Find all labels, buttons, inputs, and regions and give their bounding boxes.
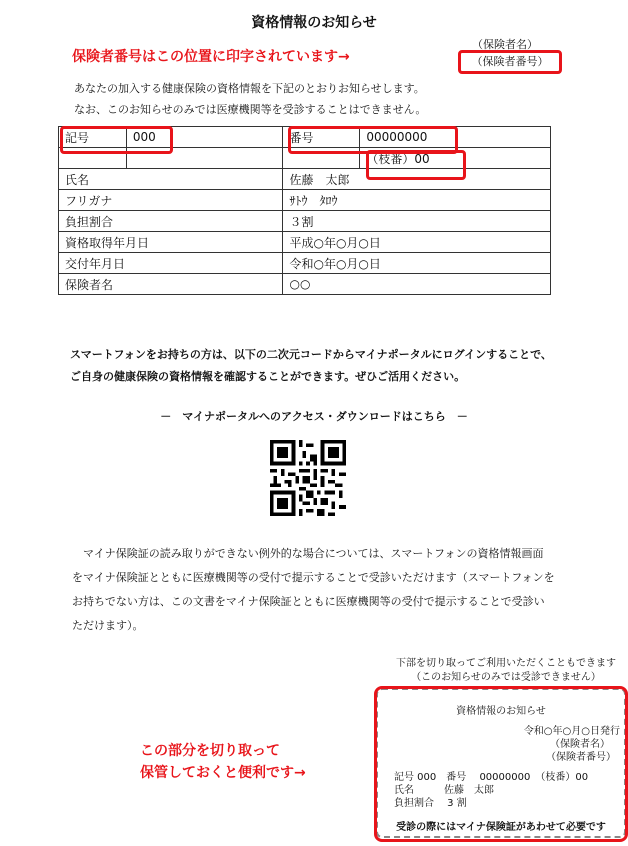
bango-value: 00000000 [360,127,551,148]
exception-paragraph-4: ただけます）。 [72,619,144,632]
card-line-name: 氏名 佐藤 太郎 [394,785,494,796]
cut-note-2: （このお知らせのみでは受診できません） [411,672,601,683]
bango-label: 番号 [283,127,360,148]
table-row: 保険者名 ○○ [59,274,551,295]
edaban-highlight [366,150,466,180]
table-row: 資格取得年月日 平成○年○月○日 [59,232,551,253]
table-row: 負担割合 ３割 [59,211,551,232]
intro-line-1: あなたの加入する健康保険の資格情報を下記のとおりお知らせします。 [74,82,425,95]
exception-paragraph-3: お持ちでない方は、この文書をマイナ保険証とともに医療機関等の受付で提示することで受診い [72,595,545,608]
qr-code-icon[interactable] [270,440,346,516]
exception-paragraph-1: マイナ保険証の読み取りができない例外的な場合については、スマートフォンの資格情報画面 [83,547,544,560]
table-row: 氏名 佐藤 太郎 [59,169,551,190]
kigo-highlight [60,126,173,154]
insurer-name: （保険者名） [472,38,538,51]
smartphone-text-2: ご自身の健康保険の資格情報を確認することができます。ぜひご活用ください。 [70,370,466,383]
card-title: 資格情報のお知らせ [456,706,546,717]
card-line-kigo-bango: 記号 000 番号 00000000 （枝番）00 [394,772,589,783]
kigo-value: 000 [126,127,283,148]
mynaportal-access-text: － マイナポータルへのアクセス・ダウンロードはこちら － [160,410,468,423]
card-footer-note: 受診の際にはマイナ保険証があわせて必要です [396,822,606,833]
insurer-number-note: 保険者番号はこの位置に印字されています→ [72,49,350,65]
card-issued-date: 令和○年○月○日発行 [523,726,620,737]
kigo-label: 記号 [59,127,127,148]
edaban-value: （枝番）00 [360,148,551,169]
cut-note-1: 下部を切り取ってご利用いただくこともできます [396,658,616,669]
cut-here-note-1: この部分を切り取って [140,743,280,759]
smartphone-text-1: スマートフォンをお持ちの方は、以下の二次元コードからマイナポータルにログインすることで、 [70,348,552,361]
insurer-number: （保険者番号） [458,50,562,74]
cut-here-note-2: 保管しておくと便利です→ [140,765,306,781]
exception-paragraph-2: をマイナ保険証とともに医療機関等の受付で提示することで受診いただけます（スマートフォンを [72,571,555,584]
card-line-burden: 負担割合 3 割 [394,798,467,809]
table-row: 交付年月日 令和○年○月○日 [59,253,551,274]
intro-line-2: なお、このお知らせのみでは医療機関等を受診することはできません。 [74,103,427,116]
table-row: フリガナ ｻﾄｳ ﾀﾛｳ [59,190,551,211]
card-insurer-name: （保険者名） [550,739,610,750]
page-title: 資格情報のお知らせ [251,15,377,31]
card-insurer-number: （保険者番号） [546,752,616,763]
